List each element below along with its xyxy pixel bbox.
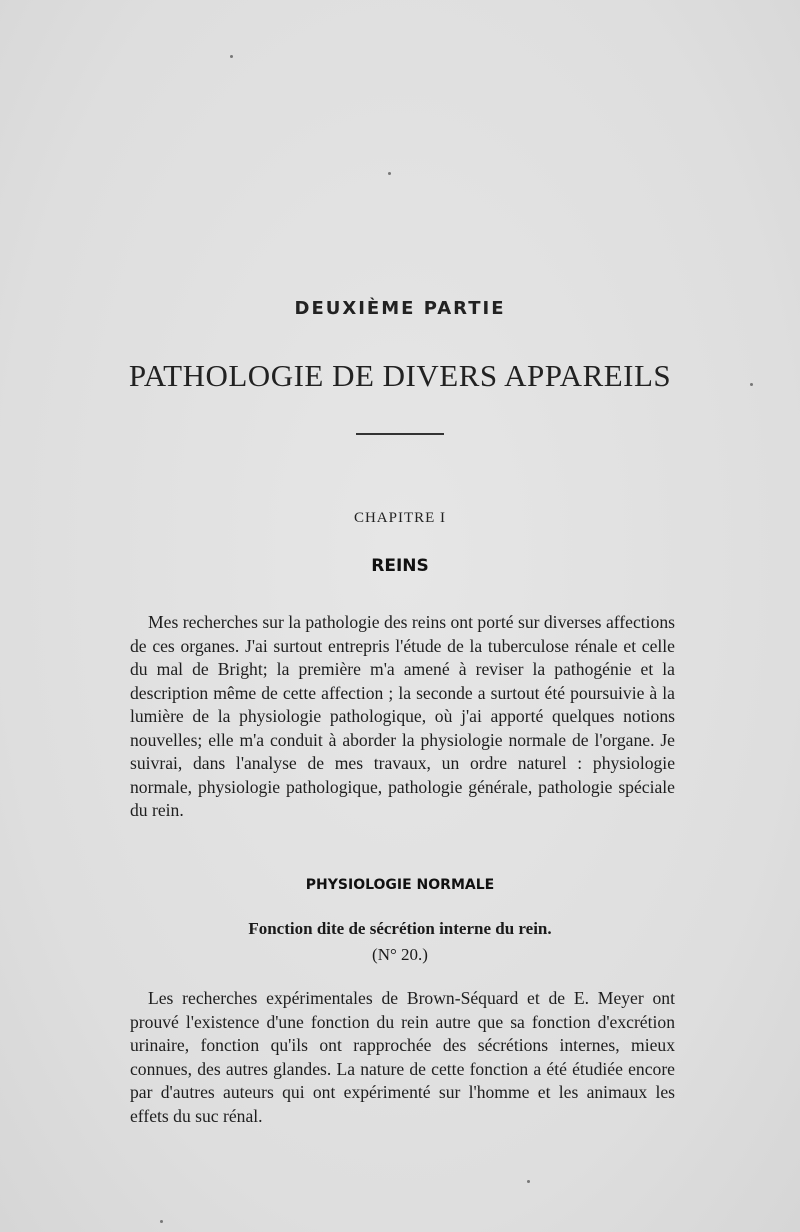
print-speck [527,1180,530,1183]
body-paragraph: Les recherches expérimentales de Brown-Séquard et de E. Meyer ont prouvé l'existence d'une fonction du rein autre que sa fonction d'excrétion urinaire, fonction qu'ils ont rapprochée des sécrétions internes, mieux connues, des autres glandes. La nature de cette fonction a été étudiée encore par d'autres auteurs qui ont expérimenté sur l'homme et les animaux les effets du suc rénal. [130,988,675,1126]
chapter-label: CHAPITRE I [353,510,447,526]
reference-number: (N° 20.) [372,945,428,964]
title-divider [356,433,444,435]
main-title: PATHOLOGIE DE DIVERS APPAREILS [128,358,672,393]
subsection-heading: PHYSIOLOGIE NORMALE [305,877,495,893]
print-speck [230,55,233,58]
subsection-title: Fonction dite de sécrétion interne du rein. [248,919,552,938]
print-speck [388,172,391,175]
intro-paragraph: Mes recherches sur la pathologie des reins ont porté sur diverses affections de ces organes. J'ai surtout entrepris l'étude de la tuberculose rénale et celle du mal de Bright; la première m'a amené à reviser la pathogénie et la description même de cette affection ; la seconde a surtout été poursuivie à la lumière de la physiologie pathologique, où j'ai apporté quelques notions nouvelles; elle m'a conduit à aborder la physiologie normale de l'organe. Je suivrai, dans l'analyse de mes travaux, un ordre naturel : physiologie normale, physiologie pathologique, pathologie générale, pathologie spéciale du rein. [130,612,675,820]
part-title: DEUXIÈME PARTIE [294,298,506,319]
print-speck [750,383,753,386]
section-title: REINS [371,556,429,576]
print-speck [160,1220,163,1223]
